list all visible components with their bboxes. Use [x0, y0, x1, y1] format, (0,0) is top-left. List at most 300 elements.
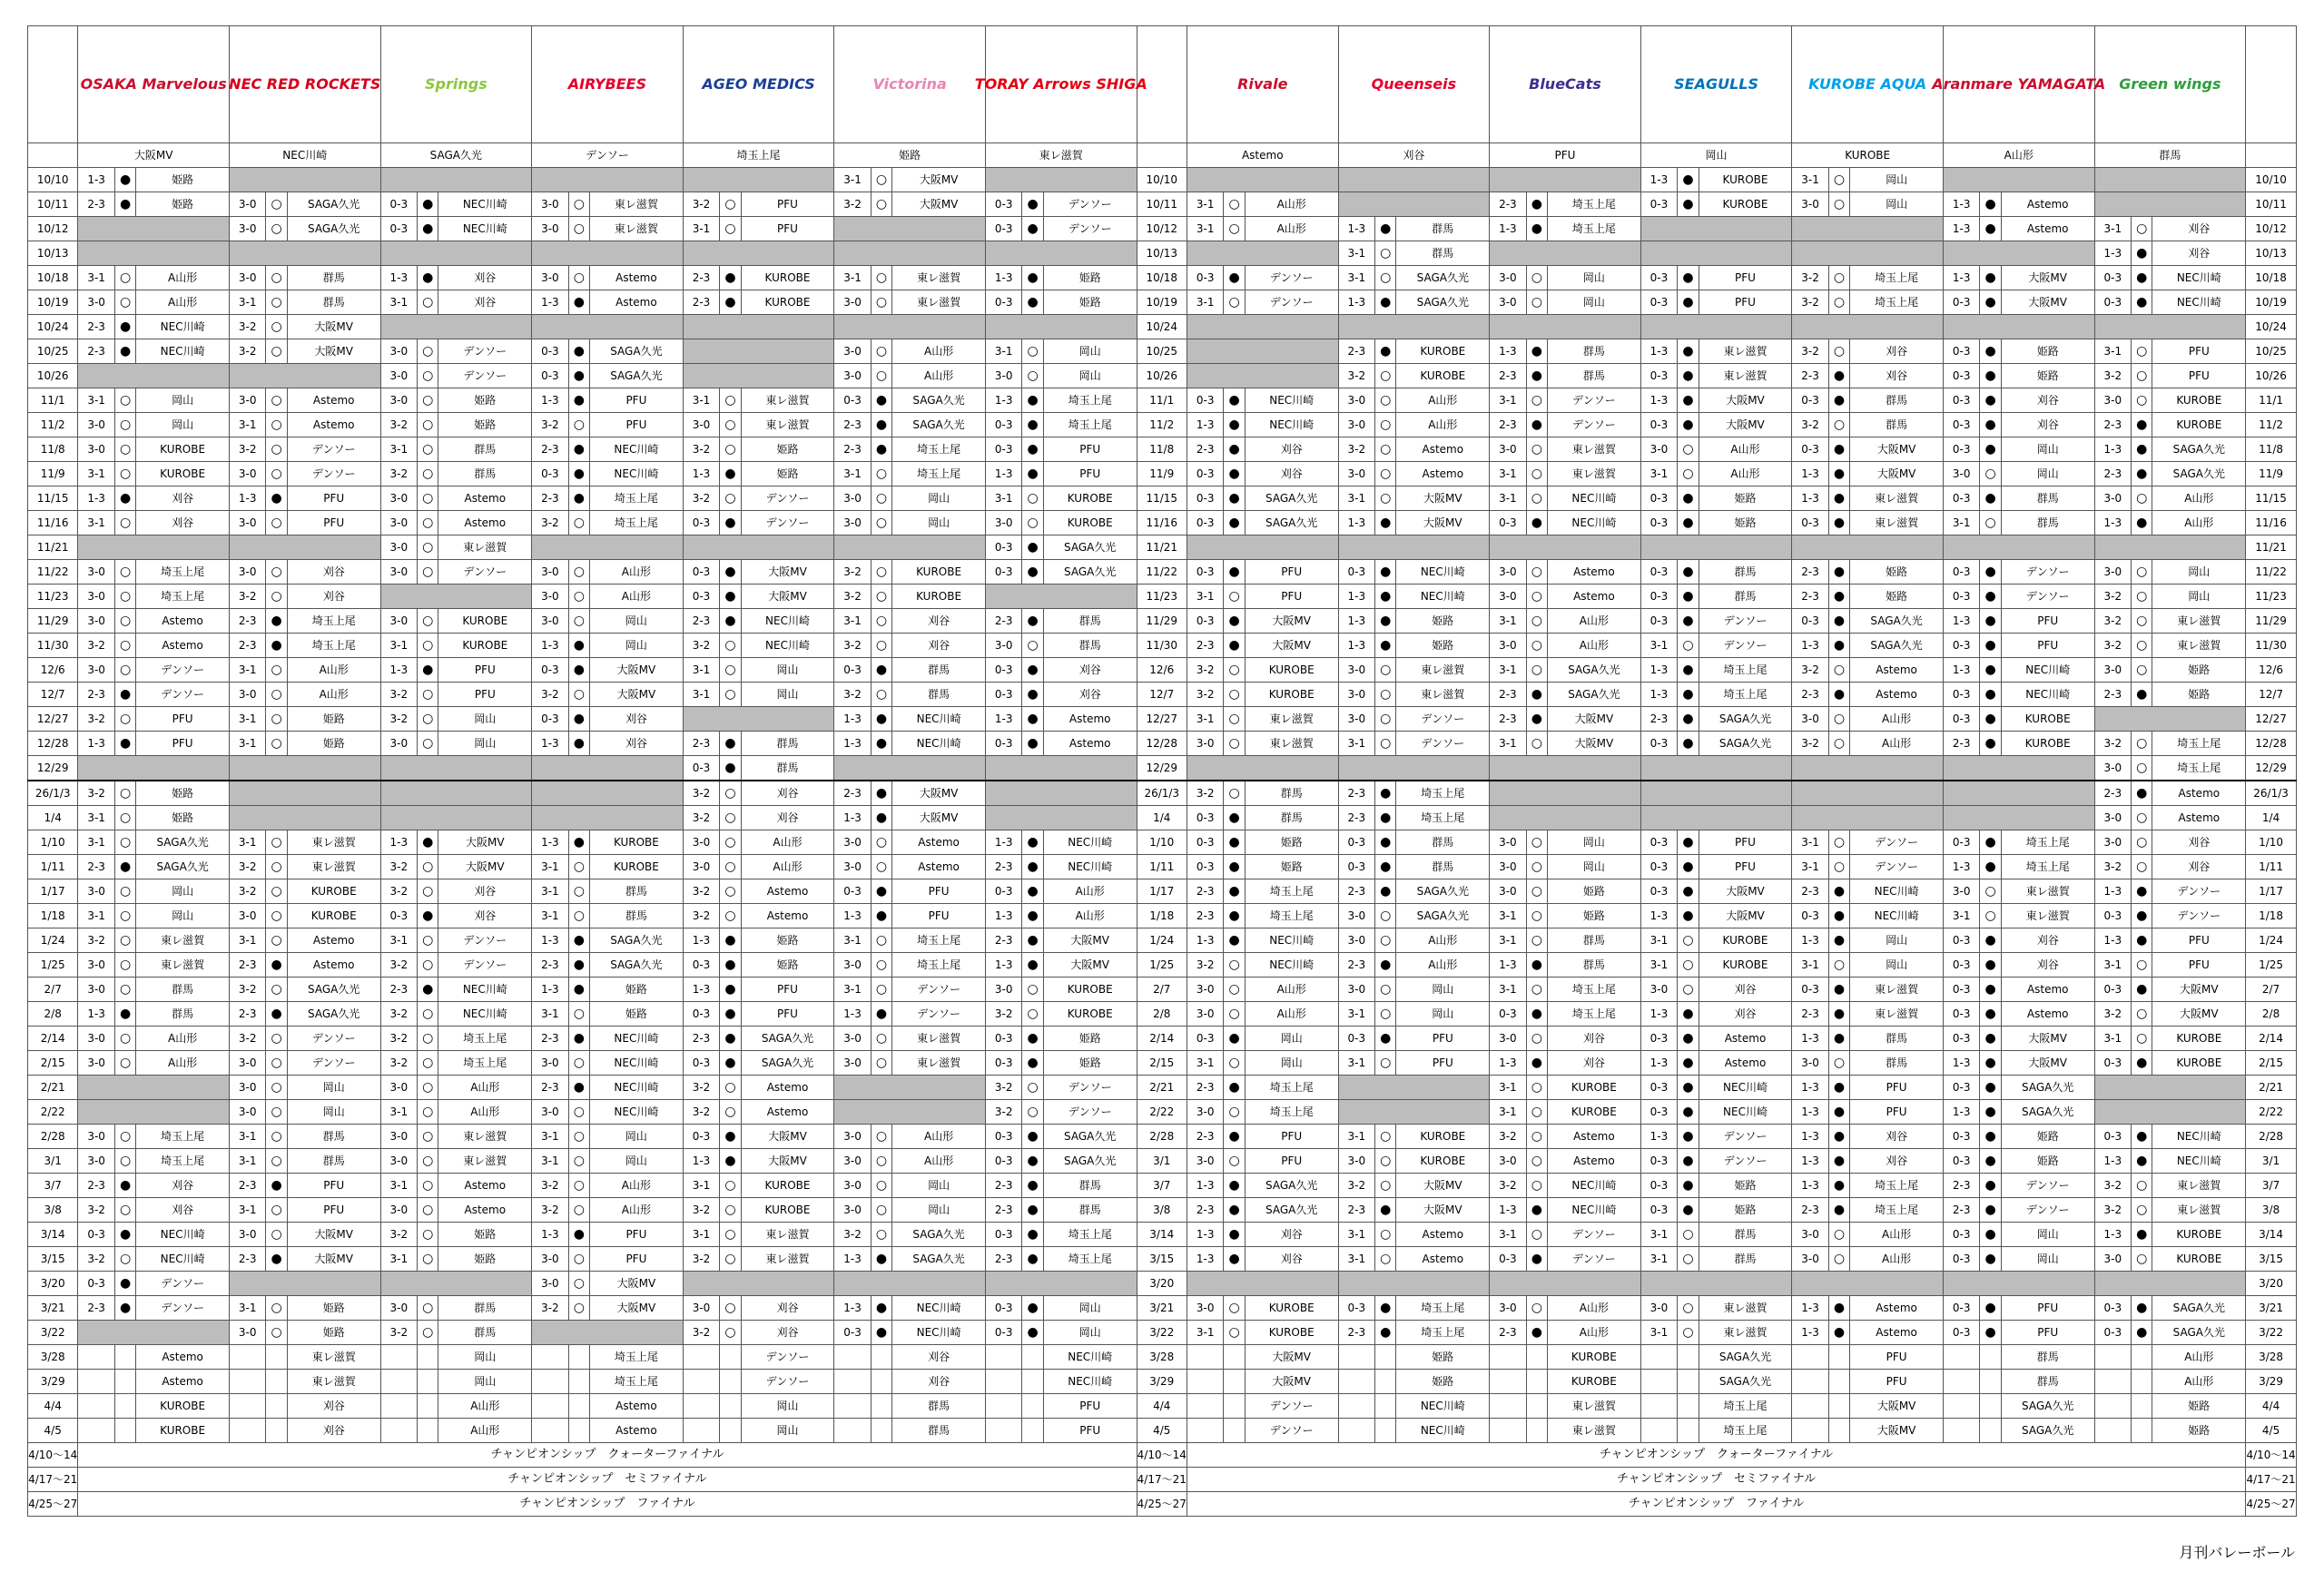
opponent-cell: 大阪MV — [1245, 1345, 1338, 1370]
date-cell: 10/11 — [1137, 192, 1187, 217]
result-mark: ○ — [720, 1223, 741, 1247]
score-cell: 3-0 — [1490, 1027, 1526, 1051]
score-cell: 3-1 — [532, 904, 568, 928]
opponent-cell: 大阪MV — [1699, 879, 1792, 904]
date-cell: 4/10～14 — [1137, 1443, 1187, 1468]
score-cell: 1-3 — [1640, 1125, 1677, 1149]
opponent-cell: デンソー — [438, 953, 532, 978]
result-mark: ● — [418, 217, 438, 241]
result-mark: ● — [1224, 1198, 1245, 1223]
result-mark — [114, 1419, 135, 1443]
opponent-cell: 群馬 — [136, 978, 230, 1002]
opponent-cell: NEC川崎 — [1548, 1198, 1641, 1223]
opponent-cell: PFU — [590, 1247, 684, 1272]
opponent-cell: A山形 — [438, 1419, 532, 1443]
score-cell: 1-3 — [532, 978, 568, 1002]
opponent-cell: KUROBE — [1548, 1370, 1641, 1394]
result-mark: ○ — [1375, 732, 1396, 756]
result-mark: ● — [1980, 1125, 2001, 1149]
score-cell: 3-1 — [380, 437, 417, 462]
result-mark: ○ — [568, 266, 589, 290]
score-cell: 1-3 — [1943, 1051, 1979, 1076]
opponent-cell: 群馬 — [1043, 1198, 1137, 1223]
result-mark: ● — [720, 560, 741, 585]
opponent-cell: Astemo — [287, 413, 380, 437]
score-cell — [380, 1419, 417, 1443]
opponent-cell: Astemo — [1043, 707, 1137, 732]
score-cell: 0-3 — [1640, 830, 1677, 855]
opponent-cell: SAGA久光 — [892, 1223, 986, 1247]
score-cell: 3-2 — [532, 413, 568, 437]
result-mark: ● — [720, 1002, 741, 1027]
opponent-cell: Astemo — [136, 1345, 230, 1370]
result-mark: ○ — [114, 928, 135, 953]
opponent-cell: KUROBE — [892, 560, 986, 585]
score-cell: 0-3 — [985, 290, 1021, 315]
result-mark: ○ — [568, 904, 589, 928]
result-mark: ● — [2132, 1321, 2152, 1345]
result-mark: ● — [1526, 1198, 1547, 1223]
opponent-cell: 姫路 — [2001, 339, 2094, 364]
opponent-cell: 大阪MV — [1850, 462, 1944, 486]
date-cell: 2/22 — [1137, 1100, 1187, 1125]
opponent-cell: 大阪MV — [1548, 732, 1641, 756]
score-cell: 3-0 — [834, 339, 871, 364]
result-mark: ● — [871, 1002, 891, 1027]
team-logo-text: SEAGULLS — [1674, 75, 1758, 93]
score-cell: 3-0 — [834, 953, 871, 978]
opponent-cell: 東レ滋賀 — [741, 388, 834, 413]
team-name: PFU — [1490, 143, 1641, 168]
score-cell: 3-1 — [78, 511, 114, 535]
schedule-row — [28, 1100, 2297, 1125]
date-cell: 10/25 — [2246, 339, 2297, 364]
opponent-cell: PFU — [1043, 1394, 1137, 1419]
opponent-cell: 東レ滋賀 — [136, 953, 230, 978]
opponent-cell: NEC川崎 — [2152, 266, 2246, 290]
opponent-cell: 刈谷 — [1850, 1125, 1944, 1149]
score-cell: 1-3 — [1640, 339, 1677, 364]
score-cell: 0-3 — [1338, 855, 1374, 879]
score-cell: 3-0 — [78, 1125, 114, 1149]
result-mark: ● — [266, 609, 287, 634]
opponent-cell: 埼玉上尾 — [1043, 1247, 1137, 1272]
score-cell: 3-1 — [1187, 707, 1223, 732]
date-cell: 1/25 — [2246, 953, 2297, 978]
result-mark: ○ — [114, 781, 135, 806]
result-mark: ○ — [266, 879, 287, 904]
score-cell: 1-3 — [78, 1002, 114, 1027]
result-mark: ● — [1022, 683, 1043, 707]
result-mark: ○ — [418, 609, 438, 634]
opponent-cell: KUROBE — [1043, 978, 1137, 1002]
opponent-cell: デンソー — [1245, 266, 1338, 290]
score-cell: 3-0 — [229, 1100, 265, 1125]
result-mark: ○ — [720, 879, 741, 904]
opponent-cell: 岡山 — [438, 1345, 532, 1370]
score-cell: 3-0 — [78, 290, 114, 315]
opponent-cell: A山形 — [136, 1027, 230, 1051]
no-game-cell — [1490, 241, 1641, 266]
score-cell: 0-3 — [1792, 904, 1828, 928]
score-cell: 0-3 — [985, 535, 1021, 560]
result-mark: ● — [1224, 879, 1245, 904]
opponent-cell: NEC川崎 — [1245, 928, 1338, 953]
opponent-cell: PFU — [287, 1174, 380, 1198]
score-cell: 3-0 — [1187, 1100, 1223, 1125]
result-mark: ● — [1678, 339, 1699, 364]
result-mark: ○ — [871, 855, 891, 879]
score-cell: 0-3 — [2094, 1125, 2131, 1149]
opponent-cell: 岡山 — [590, 1149, 684, 1174]
opponent-cell: PFU — [1699, 855, 1792, 879]
result-mark: ● — [720, 609, 741, 634]
result-mark: ○ — [2132, 830, 2152, 855]
opponent-cell: 姫路 — [1548, 879, 1641, 904]
result-mark: ○ — [1375, 1149, 1396, 1174]
opponent-cell: 大阪MV — [287, 1247, 380, 1272]
opponent-cell: 群馬 — [1548, 953, 1641, 978]
score-cell: 2-3 — [1187, 437, 1223, 462]
score-cell: 0-3 — [1490, 1247, 1526, 1272]
result-mark: ○ — [1224, 217, 1245, 241]
result-mark: ○ — [114, 806, 135, 830]
score-cell: 3-2 — [834, 585, 871, 609]
opponent-cell: 大阪MV — [590, 683, 684, 707]
score-cell: 0-3 — [1943, 707, 1979, 732]
score-cell: 3-0 — [78, 953, 114, 978]
opponent-cell: 岡山 — [1396, 1002, 1490, 1027]
result-mark: ○ — [114, 953, 135, 978]
opponent-cell: 岡山 — [1396, 978, 1490, 1002]
score-cell: 1-3 — [380, 266, 417, 290]
opponent-cell: KUROBE — [1699, 168, 1792, 192]
opponent-cell: NEC川崎 — [590, 437, 684, 462]
result-mark: ○ — [1526, 266, 1547, 290]
opponent-cell: SAGA久光 — [1043, 1125, 1137, 1149]
score-cell: 0-3 — [683, 511, 719, 535]
opponent-cell: 群馬 — [2001, 486, 2094, 511]
opponent-cell: 東レ滋賀 — [1699, 1321, 1792, 1345]
no-game-cell — [1792, 756, 1944, 781]
opponent-cell: Astemo — [1396, 462, 1490, 486]
score-cell: 3-1 — [380, 1247, 417, 1272]
score-cell: 0-3 — [1792, 437, 1828, 462]
result-mark: ○ — [720, 217, 741, 241]
schedule-row — [28, 634, 2297, 658]
score-cell: 1-3 — [1792, 462, 1828, 486]
score-cell: 1-3 — [532, 634, 568, 658]
result-mark: ● — [1678, 192, 1699, 217]
opponent-cell: A山形 — [1396, 388, 1490, 413]
date-cell: 3/29 — [1137, 1370, 1187, 1394]
score-cell: 0-3 — [1943, 830, 1979, 855]
opponent-cell: A山形 — [1396, 413, 1490, 437]
result-mark: ● — [1526, 192, 1547, 217]
score-cell: 3-0 — [380, 609, 417, 634]
result-mark: ○ — [266, 1223, 287, 1247]
score-cell: 2-3 — [985, 609, 1021, 634]
no-game-cell — [1490, 315, 1641, 339]
score-cell: 2-3 — [380, 978, 417, 1002]
score-cell: 1-3 — [985, 707, 1021, 732]
result-mark: ● — [1980, 634, 2001, 658]
opponent-cell: 群馬 — [1396, 830, 1490, 855]
opponent-cell: Astemo — [1396, 437, 1490, 462]
schedule-row — [28, 781, 2297, 806]
opponent-cell: NEC川崎 — [1396, 560, 1490, 585]
opponent-cell: デンソー — [1043, 1076, 1137, 1100]
result-mark: ○ — [1526, 1027, 1547, 1051]
opponent-cell: Astemo — [287, 388, 380, 413]
opponent-cell: 埼玉上尾 — [1245, 904, 1338, 928]
score-cell: 3-2 — [2094, 585, 2131, 609]
opponent-cell: 東レ滋賀 — [2001, 879, 2094, 904]
date-cell: 11/2 — [1137, 413, 1187, 437]
date-cell: 10/18 — [2246, 266, 2297, 290]
opponent-cell: Astemo — [287, 953, 380, 978]
score-cell: 3-0 — [1338, 978, 1374, 1002]
score-cell: 3-2 — [1338, 437, 1374, 462]
score-cell: 1-3 — [834, 707, 871, 732]
result-mark: ● — [1678, 364, 1699, 388]
result-mark: ● — [568, 978, 589, 1002]
score-cell: 3-0 — [229, 1223, 265, 1247]
opponent-cell: KUROBE — [1396, 1149, 1490, 1174]
date-cell: 4/10～14 — [28, 1443, 78, 1468]
result-mark: ○ — [1526, 658, 1547, 683]
opponent-cell: 刈谷 — [741, 1321, 834, 1345]
opponent-cell: SAGA久光 — [287, 217, 380, 241]
score-cell: 3-0 — [834, 486, 871, 511]
score-cell: 3-1 — [834, 462, 871, 486]
result-mark: ○ — [266, 683, 287, 707]
result-mark: ● — [1980, 855, 2001, 879]
score-cell: 3-2 — [229, 855, 265, 879]
schedule-row — [28, 1345, 2297, 1370]
result-mark: ○ — [871, 364, 891, 388]
score-cell: 3-2 — [1338, 1174, 1374, 1198]
score-cell: 0-3 — [834, 1321, 871, 1345]
opponent-cell: 群馬 — [1850, 388, 1944, 413]
opponent-cell: 大阪MV — [1396, 1198, 1490, 1223]
result-mark: ○ — [418, 1002, 438, 1027]
result-mark: ○ — [720, 1174, 741, 1198]
result-mark: ● — [1375, 290, 1396, 315]
opponent-cell: 埼玉上尾 — [1396, 781, 1490, 806]
date-cell: 12/27 — [1137, 707, 1187, 732]
score-cell: 3-0 — [1187, 1002, 1223, 1027]
result-mark: ○ — [1678, 1247, 1699, 1272]
result-mark: ○ — [418, 339, 438, 364]
score-cell: 2-3 — [229, 609, 265, 634]
score-cell: 3-1 — [532, 1002, 568, 1027]
result-mark: ● — [568, 364, 589, 388]
no-game-cell — [683, 1272, 834, 1296]
opponent-cell: 刈谷 — [287, 585, 380, 609]
opponent-cell: 大阪MV — [892, 781, 986, 806]
opponent-cell: 東レ滋賀 — [1850, 978, 1944, 1002]
opponent-cell: SAGA久光 — [1396, 266, 1490, 290]
date-cell: 11/9 — [1137, 462, 1187, 486]
result-mark: ○ — [114, 511, 135, 535]
score-cell: 0-3 — [532, 707, 568, 732]
result-mark: ● — [568, 658, 589, 683]
result-mark: ● — [871, 904, 891, 928]
opponent-cell: 東レ滋賀 — [287, 1370, 380, 1394]
result-mark: ○ — [1526, 486, 1547, 511]
score-cell: 3-1 — [1187, 217, 1223, 241]
opponent-cell: 姫路 — [438, 1247, 532, 1272]
score-cell: 3-2 — [229, 315, 265, 339]
opponent-cell: 埼玉上尾 — [1699, 1419, 1792, 1443]
score-cell: 3-0 — [834, 290, 871, 315]
team-logo — [1339, 30, 1490, 139]
score-cell: 2-3 — [985, 1174, 1021, 1198]
opponent-cell: 姫路 — [2001, 1149, 2094, 1174]
result-mark: ○ — [568, 1296, 589, 1321]
opponent-cell: 東レ滋賀 — [741, 413, 834, 437]
schedule-row — [28, 315, 2297, 339]
opponent-cell: SAGA久光 — [1699, 1370, 1792, 1394]
result-mark: ● — [1678, 1125, 1699, 1149]
opponent-cell: SAGA久光 — [892, 1247, 986, 1272]
opponent-cell: 大阪MV — [287, 315, 380, 339]
result-mark: ● — [1375, 1296, 1396, 1321]
opponent-cell: SAGA久光 — [2152, 437, 2246, 462]
date-cell: 1/25 — [1137, 953, 1187, 978]
result-mark — [418, 1394, 438, 1419]
score-cell: 3-1 — [1338, 266, 1374, 290]
schedule-row — [28, 290, 2297, 315]
opponent-cell: デンソー — [1245, 1394, 1338, 1419]
opponent-cell: 埼玉上尾 — [590, 1345, 684, 1370]
result-mark: ○ — [1224, 585, 1245, 609]
opponent-cell: 群馬 — [892, 683, 986, 707]
result-mark: ● — [871, 879, 891, 904]
schedule-table — [27, 25, 2297, 1517]
opponent-cell: 姫路 — [741, 437, 834, 462]
no-game-cell — [985, 241, 1137, 266]
opponent-cell: Astemo — [438, 1198, 532, 1223]
result-mark: ○ — [1828, 413, 1849, 437]
result-mark — [1980, 1394, 2001, 1419]
date-cell: 1/17 — [1137, 879, 1187, 904]
opponent-cell: NEC川崎 — [136, 339, 230, 364]
result-mark: ○ — [114, 707, 135, 732]
no-game-cell — [1640, 756, 1792, 781]
date-cell: 10/10 — [28, 168, 78, 192]
result-mark: ○ — [871, 1125, 891, 1149]
result-mark: ○ — [1224, 1051, 1245, 1076]
opponent-cell: 大阪MV — [590, 658, 684, 683]
opponent-cell: 大阪MV — [892, 806, 986, 830]
result-mark: ● — [2132, 781, 2152, 806]
score-cell: 3-1 — [532, 1125, 568, 1149]
score-cell: 2-3 — [1792, 364, 1828, 388]
result-mark: ● — [1980, 953, 2001, 978]
score-cell: 0-3 — [1943, 1296, 1979, 1321]
score-cell: 1-3 — [1792, 634, 1828, 658]
score-cell: 0-3 — [834, 388, 871, 413]
opponent-cell: NEC川崎 — [1699, 1076, 1792, 1100]
result-mark: ○ — [871, 339, 891, 364]
opponent-cell: 岡山 — [2001, 1247, 2094, 1272]
score-cell: 3-1 — [1792, 953, 1828, 978]
result-mark: ○ — [2132, 634, 2152, 658]
score-cell — [78, 1370, 114, 1394]
result-mark: ○ — [2132, 339, 2152, 364]
schedule-row — [28, 437, 2297, 462]
score-cell: 0-3 — [1640, 511, 1677, 535]
opponent-cell: 姫路 — [136, 192, 230, 217]
score-cell: 3-0 — [380, 339, 417, 364]
result-mark: ○ — [1224, 1100, 1245, 1125]
schedule-row — [28, 241, 2297, 266]
result-mark: ● — [114, 168, 135, 192]
opponent-cell: Astemo — [287, 928, 380, 953]
result-mark: ● — [114, 1174, 135, 1198]
opponent-cell: デンソー — [287, 462, 380, 486]
result-mark: ● — [266, 486, 287, 511]
score-cell: 1-3 — [1943, 217, 1979, 241]
no-game-cell — [683, 535, 834, 560]
date-cell: 3/28 — [28, 1345, 78, 1370]
opponent-cell: 埼玉上尾 — [1396, 1321, 1490, 1345]
no-game-cell — [2094, 1076, 2246, 1100]
score-cell: 0-3 — [1792, 511, 1828, 535]
score-cell: 3-2 — [229, 437, 265, 462]
score-cell: 3-1 — [1490, 978, 1526, 1002]
score-cell — [532, 1345, 568, 1370]
no-game-cell — [683, 339, 834, 364]
score-cell: 3-0 — [985, 978, 1021, 1002]
result-mark: ○ — [1375, 437, 1396, 462]
opponent-cell: 東レ滋賀 — [438, 1149, 532, 1174]
result-mark: ● — [1980, 1100, 2001, 1125]
opponent-cell: 岡山 — [1043, 1296, 1137, 1321]
result-mark: ● — [1526, 1051, 1547, 1076]
result-mark — [1375, 1394, 1396, 1419]
opponent-cell: 姫路 — [1699, 1174, 1792, 1198]
no-game-cell — [1490, 756, 1641, 781]
score-cell: 3-1 — [78, 462, 114, 486]
score-cell — [1338, 1419, 1374, 1443]
score-cell: 3-1 — [1490, 486, 1526, 511]
opponent-cell: NEC川崎 — [136, 315, 230, 339]
opponent-cell: 大阪MV — [438, 830, 532, 855]
opponent-cell: KUROBE — [741, 266, 834, 290]
result-mark: ○ — [871, 634, 891, 658]
opponent-cell: KUROBE — [1245, 1321, 1338, 1345]
score-cell: 3-1 — [683, 1223, 719, 1247]
opponent-cell: Astemo — [438, 486, 532, 511]
no-game-cell — [1490, 168, 1641, 192]
score-cell: 3-2 — [229, 339, 265, 364]
opponent-cell: デンソー — [1396, 732, 1490, 756]
score-cell: 3-0 — [229, 1051, 265, 1076]
date-cell: 1/17 — [2246, 879, 2297, 904]
date-cell: 11/8 — [28, 437, 78, 462]
result-mark: ○ — [568, 609, 589, 634]
opponent-cell: 東レ滋賀 — [1699, 339, 1792, 364]
date-cell: 3/8 — [28, 1198, 78, 1223]
result-mark: ○ — [1224, 978, 1245, 1002]
date-cell: 10/25 — [28, 339, 78, 364]
score-cell — [1187, 1345, 1223, 1370]
opponent-cell: デンソー — [1548, 413, 1641, 437]
result-mark: ○ — [266, 1027, 287, 1051]
